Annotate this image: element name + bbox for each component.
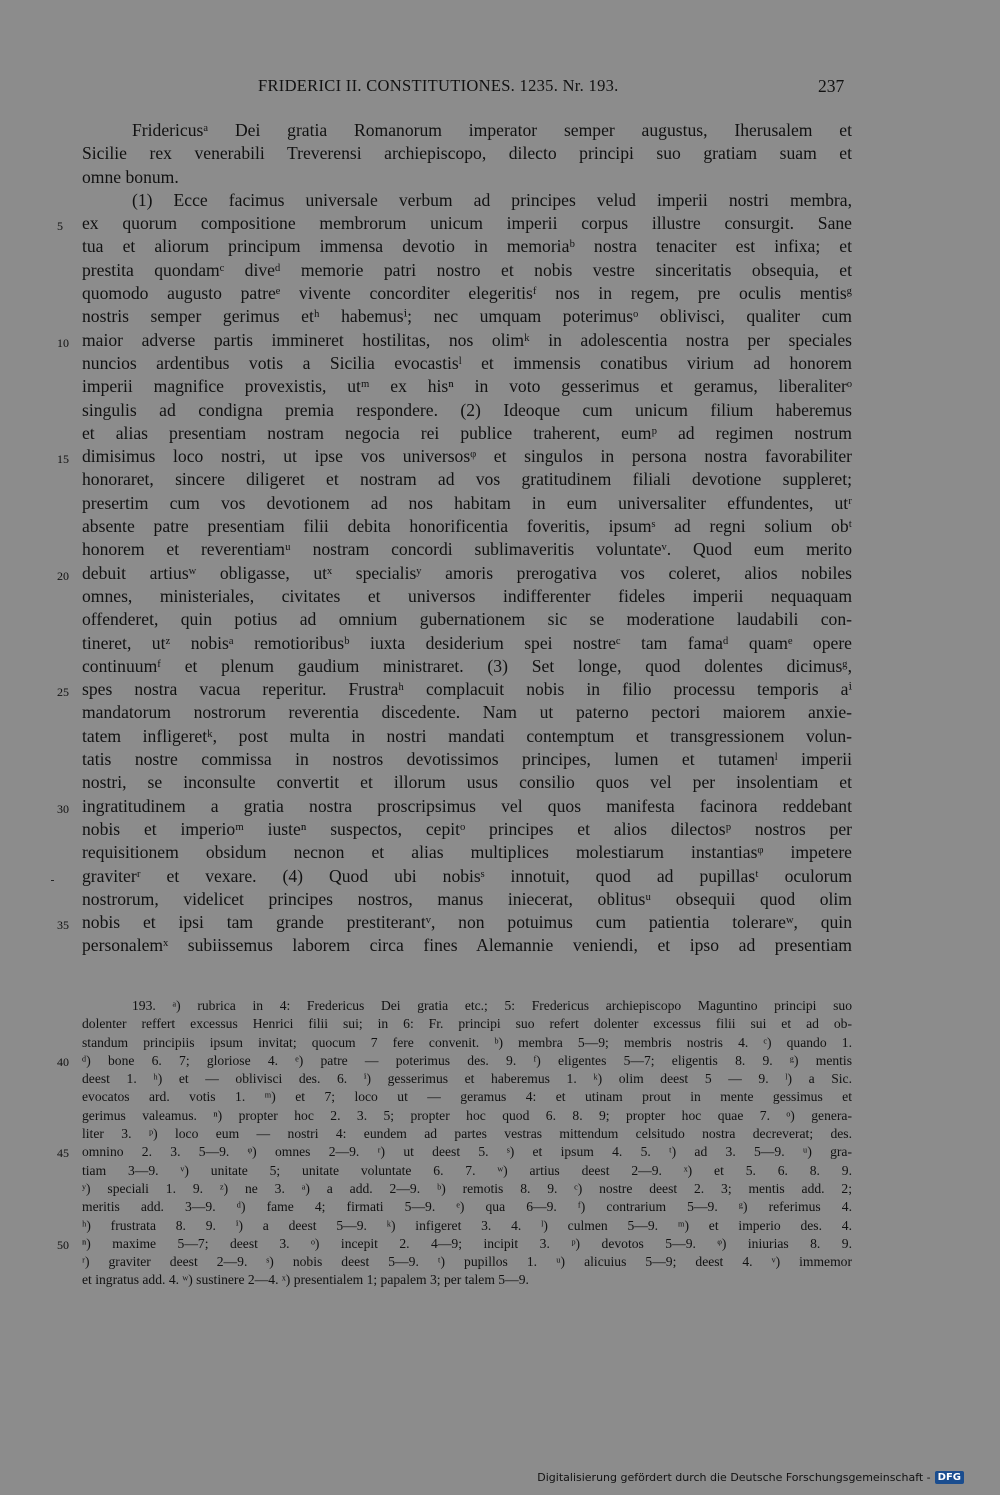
line-number: 40 xyxy=(57,1054,69,1069)
text-line-text: prestita quondamᶜ diveᵈ memorie patri nostro et nobis vestre sinceritatis obsequia, et xyxy=(82,259,852,280)
text-line-text: quomodo augusto patreᵉ vivente concorditer elegeritisᶠ nos in regem, pre oculis mentisᵍ xyxy=(82,283,852,304)
text-line xyxy=(82,701,852,724)
line-number: 25 xyxy=(57,685,69,700)
note-line xyxy=(82,1253,852,1271)
text-line xyxy=(57,329,852,352)
note-line xyxy=(82,1125,852,1143)
note-line xyxy=(82,1271,852,1289)
note-line-text: ʸ) speciali 1. 9. ᶻ) ne 3. ᵃ) a add. 2—9. ᵇ) remotis 8. 9. ᶜ) nostre deest 2. 3; mentis add. 2; xyxy=(82,1180,852,1196)
note-line-text: ⁿ) maxime 5—7; deest 3. ᵒ) incepit 2. 4—9; incipit 3. ᵖ) devotos 5—9. ᵠ) iniurias 8. 9. xyxy=(82,1235,852,1251)
note-line-text: ᵈ) bone 6. 7; gloriose 4. ᵉ) patre — poterimus des. 9. ᶠ) eligentes 5—7; eligentis 8. 9. ᵍ) mentis xyxy=(82,1052,852,1068)
text-line-text: nobis et imperioᵐ iusteⁿ suspectos, cepitᵒ principes et alios dilectosᵖ nostros per xyxy=(82,818,852,839)
line-number: 35 xyxy=(57,918,69,933)
note-line-text: dolenter reffert excessus Henrici filii sui; in 6: Fr. principi suo refert dolenter excessus filii sui et ad ob- xyxy=(82,1016,852,1032)
note-line-text: tiam 3—9. ᵛ) unitate 5; unitate voluntate 6. 7. ʷ) artius deest 2—9. ˣ) et 5. 6. 8. 9. xyxy=(82,1162,852,1178)
line-number: 45 xyxy=(57,1146,69,1161)
text-line-text: maior adverse partis immineret hostilitas, nos olimᵏ in adolescentia nostra per speciales xyxy=(82,329,852,350)
line-number: 15 xyxy=(57,452,69,467)
note-line-text: omnino 2. 3. 5—9. ᵠ) omnes 2—9. ʳ) ut deest 5. ˢ) et ipsum 4. 5. ᵗ) ad 3. 5—9. ᵘ) gra- xyxy=(82,1144,852,1160)
text-line-text: ingratitudinem a gratia nostra proscripsimus vel quos manifesta facinora reddebant xyxy=(82,795,852,816)
note-line xyxy=(82,1015,852,1033)
text-line xyxy=(82,818,852,841)
text-line-text: nostris semper gerimus etʰ habemusⁱ; nec umquam poterimusᵒ oblivisci, qualiter cum xyxy=(82,306,852,327)
text-line-text: tatis nostre commissa in nostros devotissimos principes, lumen et tutamenˡ imperii xyxy=(82,749,852,770)
text-line xyxy=(57,911,852,934)
line-number: 5 xyxy=(57,219,63,234)
text-line-text: imperii magnifice provexistis, utᵐ ex hisⁿ in voto gesserimus et geramus, liberaliterᵒ xyxy=(82,376,852,397)
text-line-text: spes nostra vacua reperitur. Frustraʰ complacuit nobis in filio processu temporis aⁱ xyxy=(82,679,852,700)
text-line xyxy=(82,468,852,491)
text-line-text: Fridericusᵃ Dei gratia Romanorum imperator semper augustus, Iherusalem et xyxy=(132,120,852,140)
text-line xyxy=(82,608,852,631)
note-line-text: standum principiis ipsum invitat; quocum 7 fere convenit. ᵇ) membra 5—9; membris nostris 4. ᶜ) quando 1. xyxy=(82,1034,852,1050)
note-line xyxy=(82,1162,852,1180)
running-header: FRIDERICI II. CONSTITUTIONES. 1235. Nr. 193. xyxy=(258,76,619,95)
note-line-text: meritis add. 3—9. ᵈ) fame 4; firmati 5—9. ᵉ) qua 6—9. ᶠ) contrarium 5—9. ᵍ) referimus 4. xyxy=(82,1199,852,1215)
text-line-text: nostrorum, videlicet principes nostros, manus iniecerat, oblitusᵘ obsequii quod olim xyxy=(82,888,852,909)
text-line xyxy=(57,678,852,701)
note-line xyxy=(82,1070,852,1088)
text-line-text: tatem infligeretᵏ, post multa in nostri mandati contemptum et transgressionem volun- xyxy=(82,725,852,746)
text-line-text: nobis et ipsi tam grande prestiterantᵛ, non potuimus cum patientia tolerareʷ, quin xyxy=(82,912,852,933)
text-line-text: presertim cum vos devotionem ad nos habitam in eum universaliter effundentes, utʳ xyxy=(82,492,852,513)
text-line-text: dimisimus loco nostri, ut ipse vos universosᵠ et singulos in persona nostra favorabiliter xyxy=(82,446,852,467)
note-line xyxy=(57,1235,852,1253)
note-line xyxy=(82,1180,852,1198)
text-line-text: omnes, ministeriales, civitates et universos indifferenter fideles imperii nequaquam xyxy=(82,585,852,606)
note-line xyxy=(82,1198,852,1216)
text-line xyxy=(82,352,852,375)
note-line-text: ʳ) graviter deest 2—9. ˢ) nobis deest 5—9. ᵗ) pupillos 1. ᵘ) alicuius 5—9; deest 4. ᵛ) immemor xyxy=(82,1254,852,1270)
text-line-text: honoraret, sincere diligeret et nostram ad vos gratitudinem filiali devotione suppleret; xyxy=(82,469,852,490)
note-line xyxy=(82,1107,852,1125)
line-number: 50 xyxy=(57,1237,69,1252)
text-line xyxy=(57,212,852,235)
text-line xyxy=(82,655,852,678)
text-line-text: mandatorum nostrorum reverentia discedente. Nam ut paterno pectori maiorem anxie- xyxy=(82,702,852,723)
text-line-text: nuncios ardentibus votis a Sicilia evocastisˡ et immensis conatibus virium ad honorem xyxy=(82,352,852,373)
note-line-text: 193. ᵃ) rubrica in 4: Fredericus Dei gratia etc.; 5: Fredericus archiepiscopo Maguntino principi suo xyxy=(132,998,852,1013)
text-line xyxy=(82,725,852,748)
note-line-text: deest 1. ʰ) et — oblivisci des. 6. ⁱ) gesserimus et haberemus 1. ᵏ) olim deest 5 — 9. ˡ) a Sic. xyxy=(82,1071,852,1087)
line-number: 30 xyxy=(57,801,69,816)
line-number: 10 xyxy=(57,335,69,350)
note-line xyxy=(82,997,852,1015)
text-line xyxy=(82,865,852,888)
text-line-text: Sicilie rex venerabili Treverensi archiepiscopo, dilecto principi suo gratiam suam et xyxy=(82,143,852,164)
text-line-text: tineret, utᶻ nobisᵃ remotioribusᵇ iuxta desiderium spei nostreᶜ tam famaᵈ quamᵉ opere xyxy=(82,632,852,653)
note-line-text: gerimus valeamus. ⁿ) propter hoc 2. 3. 5; propter hoc quod 6. 8. 9; propter hoc quae 7. ᵒ) genera- xyxy=(82,1107,852,1123)
text-line xyxy=(82,748,852,771)
text-line-text: honorem et reverentiamᵘ nostram concordi sublimaveritis voluntateᵛ. Quod eum merito xyxy=(82,539,852,560)
text-line-text: (1) Ecce facimus universale verbum ad principes velud imperii nostri membra, xyxy=(132,189,852,210)
text-line xyxy=(82,189,852,212)
text-line xyxy=(82,771,852,794)
text-line-text: nostri, se inconsulte convertit et illorum usus consilio quos vel per insolentiam et xyxy=(82,772,852,793)
text-line xyxy=(82,282,852,305)
text-line xyxy=(82,422,852,445)
text-line xyxy=(82,119,852,142)
page-number: 237 xyxy=(818,76,845,96)
text-line-text: offenderet, quin potius ad omnium gubernationem sic se moderatione laudabili con- xyxy=(82,609,852,630)
text-line xyxy=(82,305,852,328)
text-line xyxy=(82,538,852,561)
note-line xyxy=(57,1143,852,1161)
text-line xyxy=(82,632,852,655)
text-line xyxy=(82,142,852,165)
text-line-text: tua et aliorum principum immensa devotio in memoriaᵇ nostra tenaciter est infixa; et xyxy=(82,236,852,257)
margin-mark xyxy=(51,880,54,881)
text-line-text: ex quorum compositione membrorum unicum imperii corpus illustre consurgit. Sane xyxy=(82,213,852,234)
critical-apparatus xyxy=(57,997,852,1290)
text-line-text: singulis ad condigna premia respondere. (2) Ideoque cum unicum filium haberemus xyxy=(82,399,852,420)
text-line xyxy=(82,585,852,608)
note-line-text: evocatos ard. votis 1. ᵐ) et 7; loco ut — geramus 4: et utinam prout in mente gessimus et xyxy=(82,1089,852,1105)
text-line-text: graviterʳ et vexare. (4) Quod ubi nobisˢ innotuit, quod ad pupillasᵗ oculorum xyxy=(82,865,852,886)
text-line xyxy=(82,515,852,538)
text-line xyxy=(82,235,852,258)
text-line-text: requisitionem obsidum necnon et alias multiplices molestiarum instantiasᵠ impetere xyxy=(82,842,852,863)
text-line-text: debuit artiusʷ obligasse, utˣ specialisʸ amoris prerogativa vos coleret, alios nobiles xyxy=(82,562,852,583)
text-line-text: omne bonum. xyxy=(82,166,179,187)
text-line xyxy=(82,259,852,282)
text-line xyxy=(82,166,852,189)
text-line-text: et alias presentiam nostram negocia rei publice traherent, eumᵖ ad regimen nostrum xyxy=(82,422,852,443)
text-line xyxy=(82,399,852,422)
note-line xyxy=(82,1088,852,1106)
note-line xyxy=(82,1034,852,1052)
note-line xyxy=(57,1052,852,1070)
note-line-text: et ingratus add. 4. ʷ) sustinere 2—4. ˣ) presentialem 1; papalem 3; per talem 5—9. xyxy=(82,1272,529,1288)
main-text xyxy=(57,119,852,958)
footer-credit-text: Digitalisierung gefördert durch die Deutsche Forschungsgemeinschaft - xyxy=(537,1470,931,1484)
text-line-text: continuumᶠ et plenum gaudium ministraret. (3) Set longe, quod dolentes dicimusᵍ, xyxy=(82,655,852,676)
text-line xyxy=(82,934,852,957)
note-line-text: ʰ) frustrata 8. 9. ⁱ) a deest 5—9. ᵏ) infigeret 3. 4. ˡ) culmen 5—9. ᵐ) et imperio des. 4. xyxy=(82,1217,852,1233)
text-line xyxy=(82,888,852,911)
text-line xyxy=(82,492,852,515)
dfg-logo-icon: DFG xyxy=(935,1471,964,1484)
text-line-text: absente patre presentiam filii debita honorificentia foveritis, ipsumˢ ad regni solium obᵗ xyxy=(82,516,852,537)
footer-credit xyxy=(537,1468,964,1486)
text-line-text: personalemˣ subiissemus laborem circa fines Alemannie veniendi, et ipso ad presentiam xyxy=(82,935,852,956)
text-line xyxy=(57,562,852,585)
text-line xyxy=(82,841,852,864)
text-line xyxy=(57,445,852,468)
line-number: 20 xyxy=(57,568,69,583)
note-line-text: liter 3. ᵖ) loco eum — nostri 4: eundem ad partes vestras mittendum celsitudo nostra decreverat; des. xyxy=(82,1126,852,1142)
text-line xyxy=(57,795,852,818)
text-line xyxy=(82,375,852,398)
note-line xyxy=(82,1217,852,1235)
